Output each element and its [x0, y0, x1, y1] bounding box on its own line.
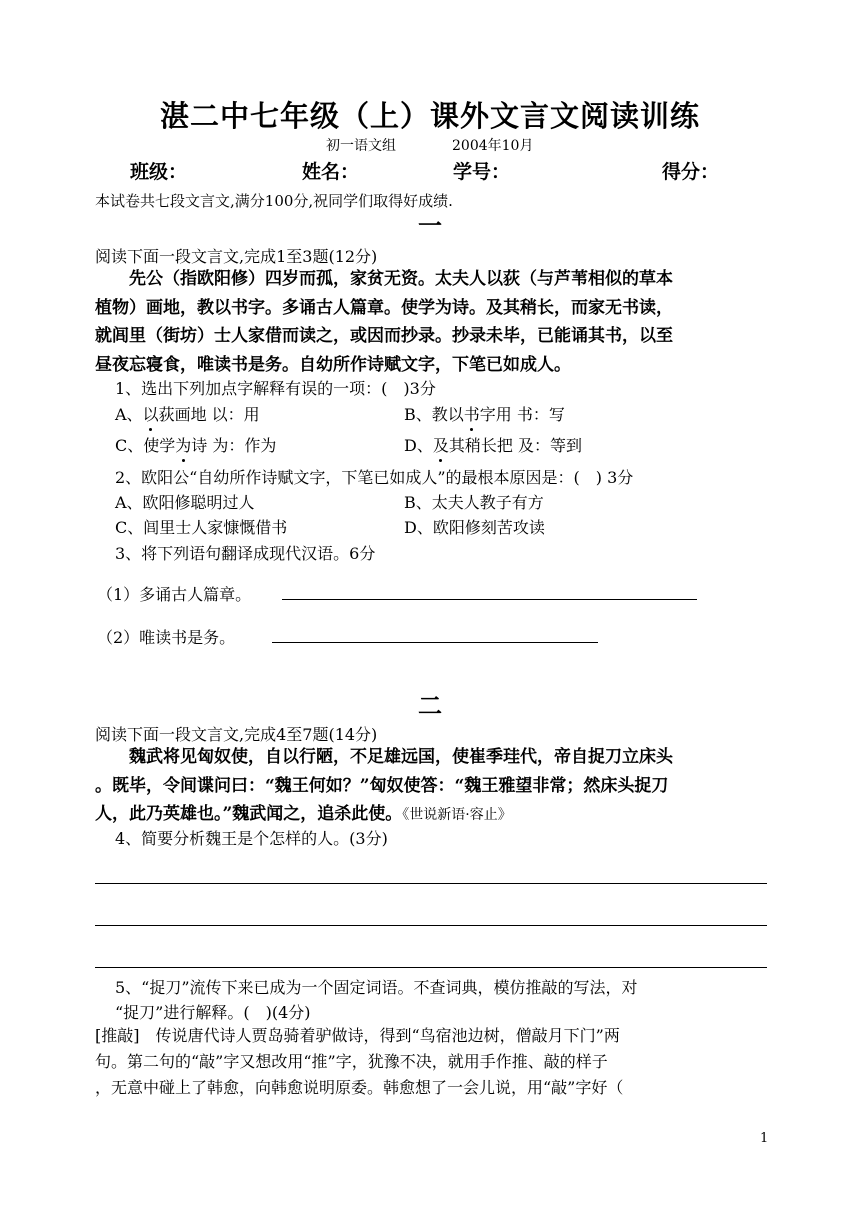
passage-line: [推敲] 传说唐代诗人贾岛骑着驴做诗，得到“鸟宿池边树，僧敲月下门”两	[95, 1026, 620, 1045]
question-2-option-a: A、欧阳修聪明过人	[115, 493, 255, 512]
question-3-stem: 3、将下列语句翻译成现代汉语。6分	[115, 544, 376, 563]
option-text: 其稍长把 及：等到	[448, 436, 582, 455]
passage-line: 句。第二句的“敲”字又想改用“推”字，犹豫不决，就用手作推、敲的样子	[95, 1052, 608, 1071]
question-3-item-1: （1）多诵古人篇章。	[97, 585, 252, 604]
question-1-stem: 1、选出下列加点字解释有误的一项：( )3分	[115, 379, 436, 398]
option-text: B、教以	[404, 405, 464, 424]
passage-text: 人，此乃英雄也。”魏武闻之，追杀此使。	[95, 804, 403, 824]
question-5-stem-line2: “捉刀”进行解释。( )(4分)	[115, 1003, 311, 1022]
passage-line: 植物）画地，教以书字。多诵古人篇章。使学为诗。及其稍长，而家无书读，	[95, 297, 673, 318]
question-5-stem-line1: 5、“捉刀”流传下来已成为一个固定词语。不查词典，模仿推敲的写法，对	[115, 978, 638, 997]
option-text: A、	[115, 405, 143, 424]
question-2-stem: 2、欧阳公“自幼所作诗赋文字，下笔已如成人”的最根本原因是：( ) 3分	[115, 468, 634, 487]
question-3-item-2: （2）唯读书是务。	[97, 628, 236, 647]
dotted-char: 书	[464, 402, 480, 425]
answer-line[interactable]	[95, 883, 767, 884]
option-text: 字用 书：写	[479, 405, 565, 424]
section-1-passage	[95, 265, 767, 379]
answer-line[interactable]	[95, 967, 767, 968]
page-title: 湛二中七年级（上）课外文言文阅读训练	[159, 99, 700, 133]
question-2-option-d: D、欧阳修刻苦攻读	[404, 518, 545, 537]
tuiqiao-passage	[95, 1023, 767, 1101]
name-field-label: 姓名：	[302, 161, 360, 183]
question-4-stem: 4、简要分析魏王是个怎样的人。(3分)	[115, 829, 388, 848]
section-1-number: 一	[418, 211, 442, 240]
question-2-option-b: B、太夫人教子有方	[404, 493, 544, 512]
question-1-option-b	[404, 402, 565, 425]
option-text: 荻画地 以：用	[158, 405, 260, 424]
option-text: C、使学	[115, 436, 176, 455]
dotted-char: 及	[433, 433, 449, 456]
answer-blank-1[interactable]	[282, 599, 697, 600]
section-2-instruction: 阅读下面一段文言文,完成4至7题(14分)	[95, 725, 378, 744]
exam-note: 本试卷共七段文言文,满分100分,祝同学们取得好成绩.	[95, 192, 453, 210]
passage-line: 魏武将见匈奴使，自以行陋，不足雄远国，使崔季珪代，帝自捉刀立床头	[129, 747, 673, 767]
class-field-label: 班级：	[130, 161, 188, 183]
page-number: 1	[760, 1131, 769, 1146]
question-2-option-c: C、闾里士人家慷慨借书	[115, 518, 288, 537]
subtitle-group: 初一语文组	[326, 138, 396, 154]
dotted-char: 以	[143, 402, 159, 425]
section-1-instruction: 阅读下面一段文言文,完成1至3题(12分)	[95, 247, 378, 266]
subtitle-date: 2004年10月	[452, 138, 534, 154]
passage-source: 《世说新语·容止》	[402, 807, 512, 823]
dotted-char: 为	[175, 433, 191, 456]
question-1-option-d	[404, 433, 582, 456]
score-field-label: 得分：	[662, 161, 720, 183]
answer-blank-2[interactable]	[272, 642, 598, 643]
passage-line: 昼夜忘寝食，唯读书是务。自幼所作诗赋文字，下笔已如成人。	[95, 354, 571, 375]
section-2-passage	[95, 743, 767, 830]
option-text: D、	[404, 436, 433, 455]
passage-line: 先公（指欧阳修）四岁而孤，家贫无资。太夫人以荻（与芦苇相似的草本	[129, 269, 673, 289]
passage-line: ，无意中碰上了韩愈，向韩愈说明原委。韩愈想了一会儿说，用“敲”字好（	[95, 1078, 624, 1097]
question-1-option-a	[115, 402, 260, 425]
option-text: 诗 为：作为	[191, 436, 277, 455]
question-1-option-c	[115, 433, 276, 456]
passage-line: 就闾里（街坊）士人家借而读之，或因而抄录。抄录未毕，已能诵其书，以至	[95, 326, 673, 346]
answer-line[interactable]	[95, 925, 767, 926]
section-2-number: 二	[418, 691, 442, 720]
passage-line: 。既毕，令间谍问曰：“魏王何如？”匈奴使答：“魏王雅望非常；然床头捉刀	[95, 775, 669, 796]
number-field-label: 学号：	[453, 161, 511, 183]
